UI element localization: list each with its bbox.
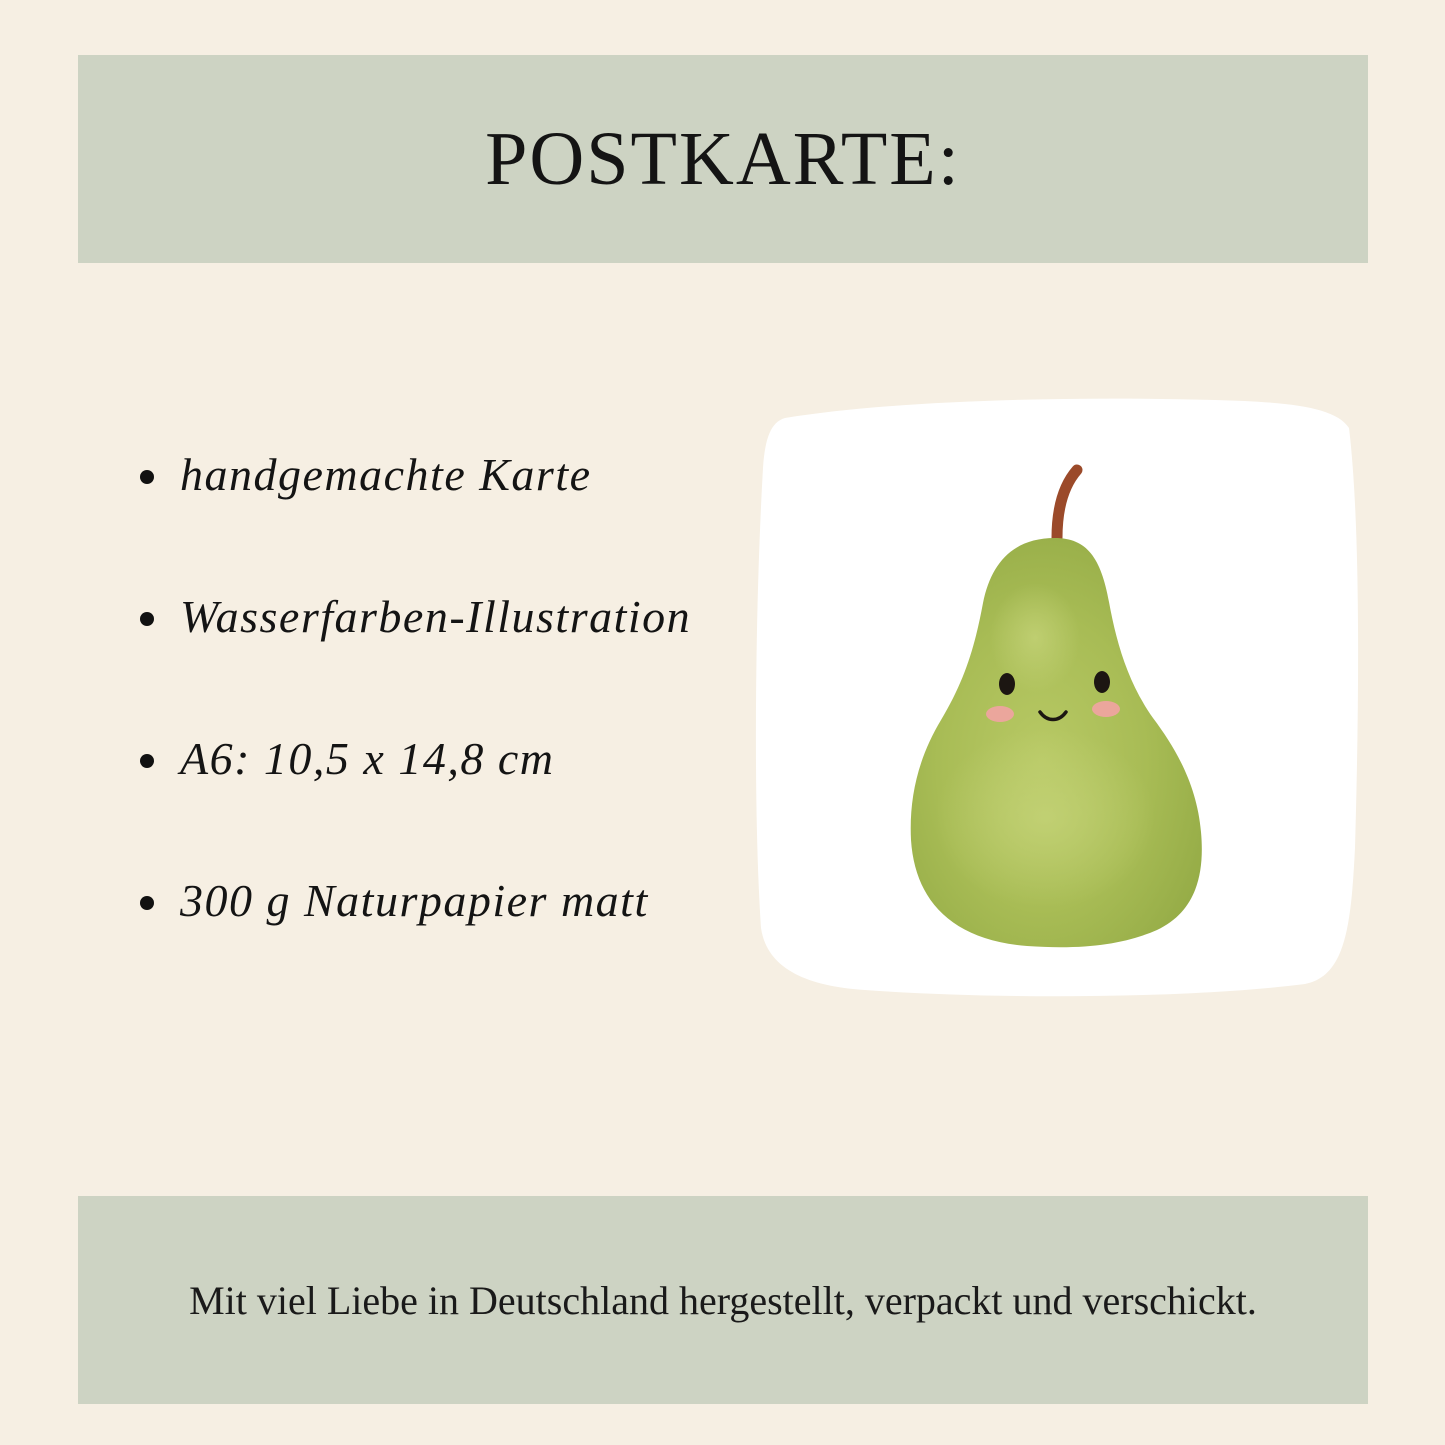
footer-banner	[78, 1196, 1368, 1404]
feature-item	[140, 437, 691, 579]
footer-text: Mit viel Liebe in Deutschland hergestellt, verpackt und verschickt.	[189, 1277, 1257, 1323]
page-title: POSTKARTE:	[485, 116, 961, 201]
feature-list	[140, 437, 691, 1005]
bullet-icon	[140, 754, 154, 768]
bullet-icon	[140, 896, 154, 910]
feature-text: A6: 10,5 x 14,8 cm	[180, 733, 555, 784]
bullet-icon	[140, 470, 154, 484]
pear-eye-right	[1094, 671, 1110, 693]
bullet-icon	[140, 612, 154, 626]
feature-item	[140, 721, 691, 863]
pear-illustration	[745, 388, 1365, 1000]
pear-eye-left	[999, 673, 1015, 695]
feature-text: Wasserfarben-Illustration	[180, 591, 692, 642]
feature-item	[140, 863, 691, 1005]
pear-cheek-right	[1092, 701, 1120, 717]
header-banner	[78, 55, 1368, 263]
feature-text: handgemachte Karte	[180, 449, 592, 500]
pear-cheek-left	[986, 706, 1014, 722]
pear-icon	[745, 388, 1365, 1000]
feature-item	[140, 579, 691, 721]
feature-text: 300 g Naturpapier matt	[180, 875, 649, 926]
